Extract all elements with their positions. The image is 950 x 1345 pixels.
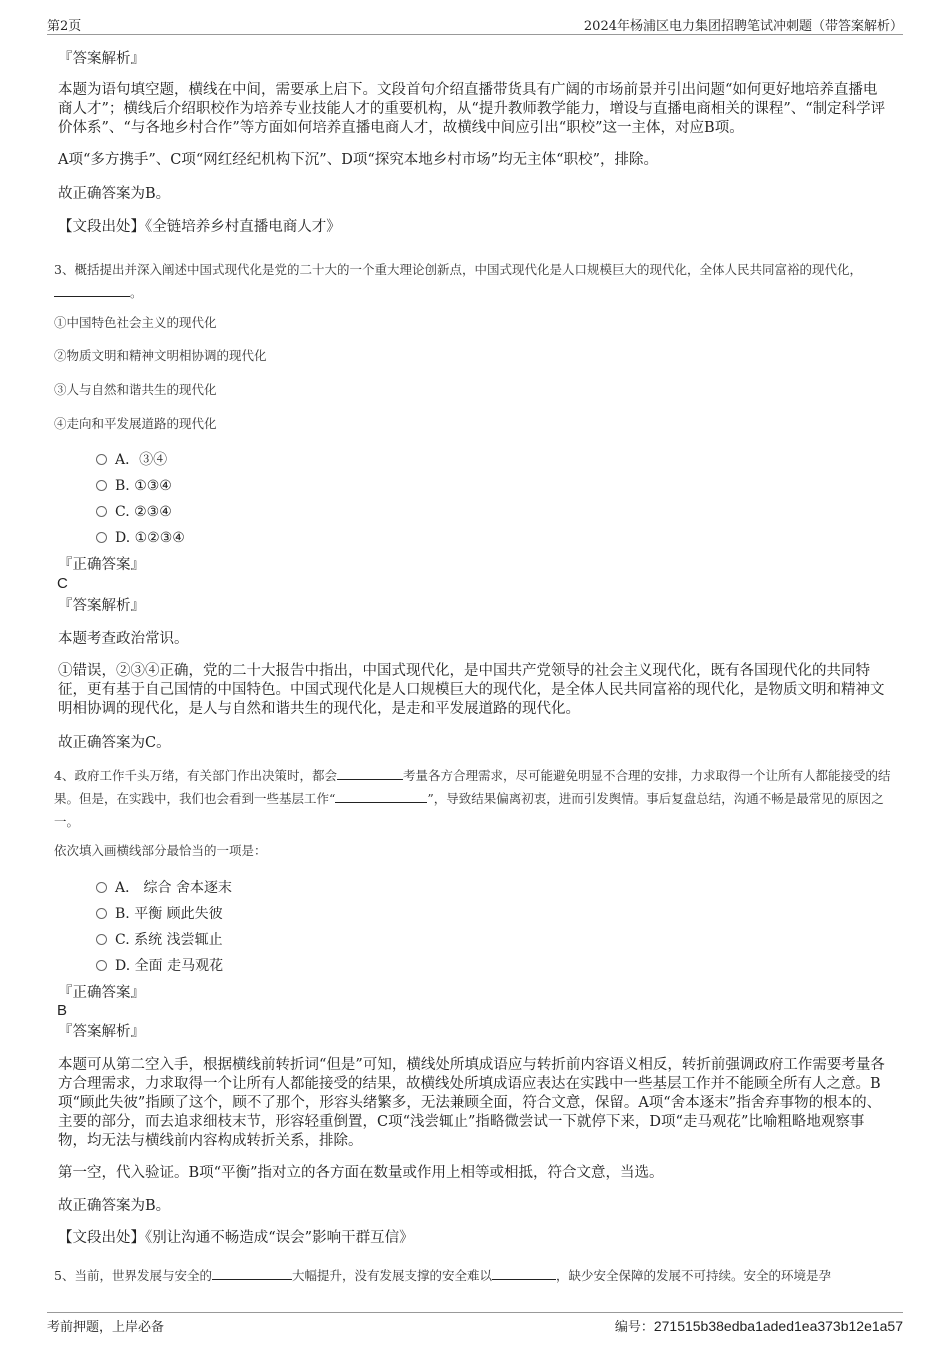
analysis-label: 『答案解析』 [58,51,145,67]
radio-icon[interactable] [96,506,107,517]
radio-icon[interactable] [96,960,107,971]
q4-option-a[interactable] [96,879,232,897]
q4-option-c[interactable] [96,931,223,949]
page-footer [47,1312,903,1343]
q4-conclusion: 故正确答案为B。 [58,1198,171,1214]
q3-option-b-label: B. ①③④ [115,478,172,494]
q3-item-2: ②物质文明和精神文明相协调的现代化 [54,348,267,363]
q5-stem [54,1264,894,1287]
q4-option-b-label: B. 平衡 顾此失彼 [115,906,223,922]
q5-stem-part-2: 大幅提升，没有发展支撑的安全难以 [291,1268,492,1283]
q3-answer: C [57,575,68,592]
q3-item-4: ④走向和平发展道路的现代化 [54,416,217,431]
q3-stem-text: 3、概括提出并深入阐述中国式现代化是党的二十大的一个重大理论创新点，中国式现代化是人口规模巨大的现代化，全体人民共同富裕的现代化， [54,262,862,277]
q3-item-3: ③人与自然和谐共生的现代化 [54,382,217,397]
q2-source: 【文段出处】《全链培养乡村直播电商人才》 [58,219,341,235]
radio-icon[interactable] [96,908,107,919]
q4-stem [54,764,894,833]
q3-option-b[interactable] [96,477,172,495]
q4-option-d-label: D. 全面 走马观花 [115,958,224,974]
q4-answer: B [57,1002,68,1019]
q3-blank [54,284,130,297]
q3-option-c[interactable] [96,503,172,521]
q3-option-c-label: C. ②③④ [115,504,172,520]
q3-item-1: ①中国特色社会主义的现代化 [54,315,217,330]
q3-stem-end: 。 [130,285,143,300]
q2-conclusion: 故正确答案为B。 [58,186,171,202]
q4-option-a-label: A． 综合 舍本逐末 [115,880,233,896]
q3-stem [54,258,894,304]
q3-analysis-paragraph-1: 本题考查政治常识。 [58,631,189,647]
page-header [47,12,903,35]
radio-icon[interactable] [96,480,107,491]
q4-stem-part-1: 4、政府工作千头万绪，有关部门作出决策时，都会 [54,768,337,783]
q5-blank-2 [492,1267,556,1280]
q4-source: 【文段出处】《别让沟通不畅造成“误会”影响干群互信》 [58,1230,414,1246]
q3-option-a[interactable] [96,451,167,469]
q4-option-d[interactable] [96,957,223,975]
code-label: 编号： [614,1320,654,1335]
footer-slogan: 考前押题，上岸必备 [47,1320,165,1335]
q3-option-a-label: A．③④ [115,452,168,468]
q3-option-d[interactable] [96,529,185,547]
q5-blank-1 [212,1267,292,1280]
q2-analysis-paragraph-1: 本题为语句填空题，横线在中间，需要承上启下。文段首句介绍直播带货具有广阔的市场前景并引出问题“如何更好地培养直播电商人才”；横线后介绍职校作为培养专业技能人才的重要机构，从“提升教师教学能力，增设与直播电商相关的课程”、“制定科学评价体系”、“与各地乡村合作”等方面如何培养直播电商人才，故横线中间应引出“职校”这一主体，对应B项。 [58,82,886,136]
q3-analysis-paragraph-2: ①错误，②③④正确，党的二十大报告中指出，中国式现代化，是中国共产党领导的社会主义现代化，既有各国现代化的共同特征，更有基于自己国情的中国特色。中国式现代化是人口规模巨大的现代化，是全体人民共同富裕的现代化，是物质文明和精神文明相协调的现代化，是人与自然和谐共生的现代化，是走和平发展道路的现代化。 [58,663,885,717]
q4-option-b[interactable] [96,905,223,923]
q4-analysis-paragraph-2: 第一空，代入验证。B项“平衡”指对立的各方面在数量或作用上相等或相抵，符合文意，当选。 [58,1165,664,1181]
q3-conclusion: 故正确答案为C。 [58,735,171,751]
q5-stem-part-3: ，缺少安全保障的发展不可持续。安全的环境是孕 [555,1268,831,1283]
radio-icon[interactable] [96,454,107,465]
page-number: 第2页 [47,19,82,34]
q4-analysis-label: 『答案解析』 [58,1024,145,1040]
q4-blank-1 [337,767,403,780]
document-code [615,1316,903,1335]
q4-option-c-label: C. 系统 浅尝辄止 [115,932,223,948]
q3-correct-label: 『正确答案』 [58,557,145,573]
q5-stem-part-1: 5、当前，世界发展与安全的 [54,1268,212,1283]
code-value: 271515b38edba1aded1ea373b12e1a57 [653,1318,903,1334]
q4-analysis-paragraph-1: 本题可从第二空入手，根据横线前转折词“但是”可知，横线处所填成语应与转折前内容语义相反，转折前强调政府工作需要考量各方合理需求，力求取得一个让所有人都能接受的结果，故横线处所填成语应表达在实践中一些基层工作并不能顾全所有人之意。B项“顾此失彼”指顾了这个，顾不了那个，形容头绪繁多，无法兼顾全面，符合文意，保留。A项“舍本逐末”指舍弃事物的根本的、主要的部分，而去追求细枝末节，形容轻重倒置，C项“浅尝辄止”指略微尝试一下就停下来，D项“走马观花”比喻粗略地观察事物，均无法与横线前内容构成转折关系，排除。 [58,1057,885,1149]
q4-instruction: 依次填入画横线部分最恰当的一项是： [54,843,267,858]
q2-analysis-paragraph-2: A项“多方携手”、C项“网红经纪机构下沉”、D项“探究本地乡村市场”均无主体“职校”，排除。 [58,152,658,168]
q3-analysis-label: 『答案解析』 [58,598,145,614]
radio-icon[interactable] [96,532,107,543]
q4-blank-2 [335,790,427,803]
q4-correct-label: 『正确答案』 [58,985,145,1001]
document-title: 2024年杨浦区电力集团招聘笔试冲刺题（带答案解析） [583,19,903,34]
radio-icon[interactable] [96,882,107,893]
q4-stem-part-2: 考量各方合理需求，尽可能避免明显不合理的安排，力求取得一个让所有人都能接受的结果。但是，在实践中，我们也会看到一些基层工作“ [54,768,891,806]
q4-stem-part-3: ”，导致结果偏离初衷，进而引发舆情。事后复盘总结，沟通不畅是最常见的原因之一。 [54,791,884,829]
q3-option-d-label: D. ①②③④ [115,530,185,546]
radio-icon[interactable] [96,934,107,945]
